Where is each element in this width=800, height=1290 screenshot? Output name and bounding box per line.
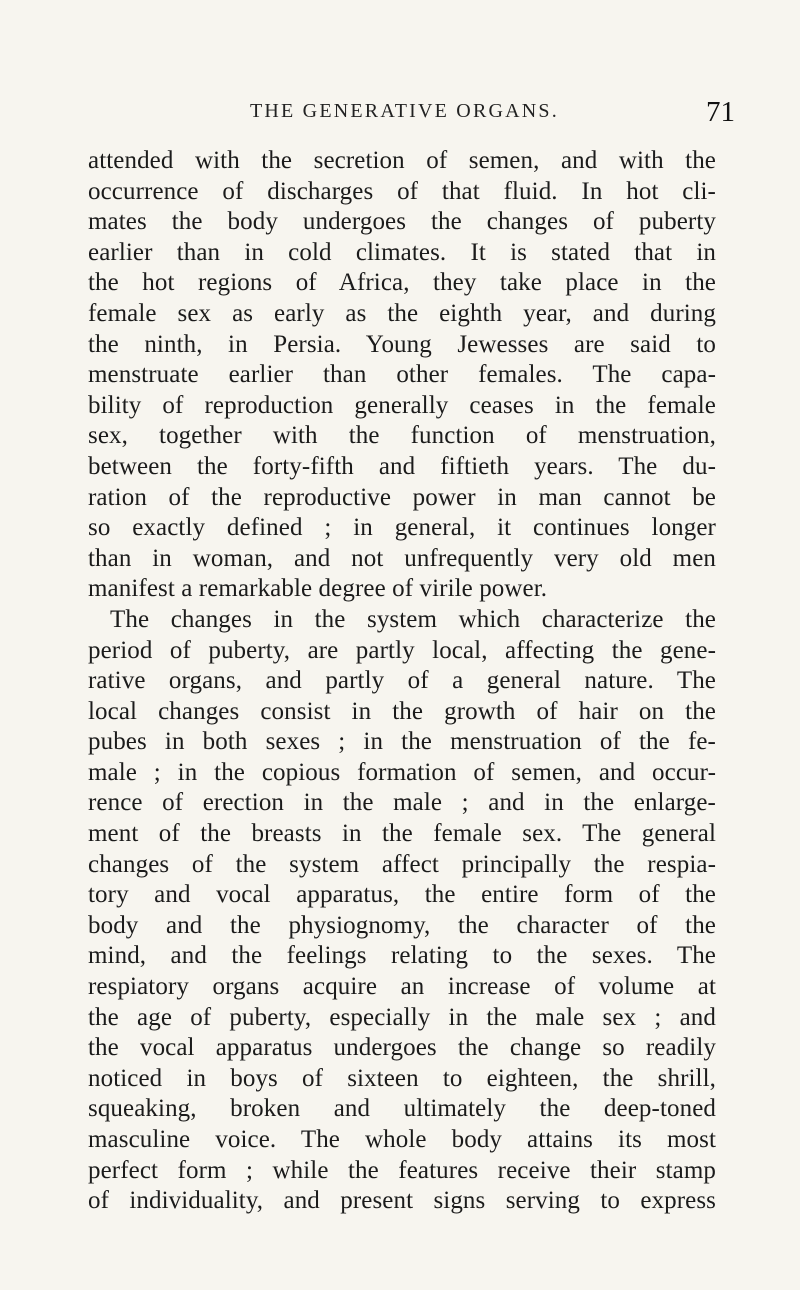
text-line: between the forty-fifth and fiftieth years. The du- bbox=[88, 452, 716, 480]
text-line: the age of puberty, especially in the male sex ; and bbox=[88, 1003, 716, 1031]
text-line: the ninth, in Persia. Young Jewesses are said to bbox=[88, 330, 716, 358]
text-line: manifest a remarkable degree of virile power. bbox=[88, 575, 548, 603]
text-line: changes of the system affect principally the respia- bbox=[88, 850, 716, 878]
paragraph-start-line: The changes in the system which characterize the bbox=[110, 605, 716, 633]
text-line: pubes in both sexes ; in the menstruation of the fe- bbox=[88, 728, 716, 756]
text-line: the hot regions of Africa, they take place in the bbox=[88, 269, 716, 297]
text-line: local changes consist in the growth of hair on the bbox=[88, 697, 716, 725]
text-line: body and the physiognomy, the character of the bbox=[88, 911, 716, 939]
text-line: female sex as early as the eighth year, and during bbox=[88, 299, 716, 327]
running-title: THE GENERATIVE ORGANS. bbox=[250, 100, 559, 122]
page-number: 71 bbox=[706, 96, 735, 128]
text-line: bility of reproduction generally ceases in the female bbox=[88, 391, 716, 419]
text-line: mind, and the feelings relating to the sexes. The bbox=[88, 942, 716, 970]
text-line: rative organs, and partly of a general nature. The bbox=[88, 667, 716, 695]
text-line: mates the body undergoes the changes of puberty bbox=[88, 208, 716, 236]
text-line: of individuality, and present signs serving to express bbox=[88, 1187, 716, 1215]
body-text bbox=[88, 146, 716, 1217]
text-line: rence of erection in the male ; and in the enlarge- bbox=[88, 789, 716, 817]
text-line: the vocal apparatus undergoes the change so readily bbox=[88, 1034, 716, 1062]
text-line: respiatory organs acquire an increase of volume at bbox=[88, 973, 716, 1001]
text-line: occurrence of discharges of that fluid. In hot cli- bbox=[88, 177, 716, 205]
text-line: so exactly defined ; in general, it continues longer bbox=[88, 514, 716, 542]
text-line: attended with the secretion of semen, and with the bbox=[88, 147, 716, 174]
text-line: earlier than in cold climates. It is stated that in bbox=[88, 238, 716, 266]
text-line: masculine voice. The whole body attains its most bbox=[88, 1126, 716, 1153]
text-line: menstruate earlier than other females. The capa- bbox=[88, 361, 716, 389]
text-line: than in woman, and not unfrequently very old men bbox=[88, 544, 716, 572]
text-line: squeaking, broken and ultimately the deep-toned bbox=[88, 1095, 716, 1123]
text-line: ment of the breasts in the female sex. The general bbox=[88, 820, 716, 848]
text-line: perfect form ; while the features receive their stamp bbox=[88, 1156, 716, 1184]
text-line: noticed in boys of sixteen to eighteen, the shrill, bbox=[88, 1064, 716, 1092]
text-line: tory and vocal apparatus, the entire form of the bbox=[88, 881, 716, 909]
text-line: male ; in the copious formation of semen, and occur- bbox=[88, 758, 716, 786]
text-line: period of puberty, are partly local, affecting the gene- bbox=[88, 636, 716, 664]
text-line: ration of the reproductive power in man cannot be bbox=[88, 483, 716, 511]
text-line: sex, together with the function of menstruation, bbox=[88, 422, 716, 450]
